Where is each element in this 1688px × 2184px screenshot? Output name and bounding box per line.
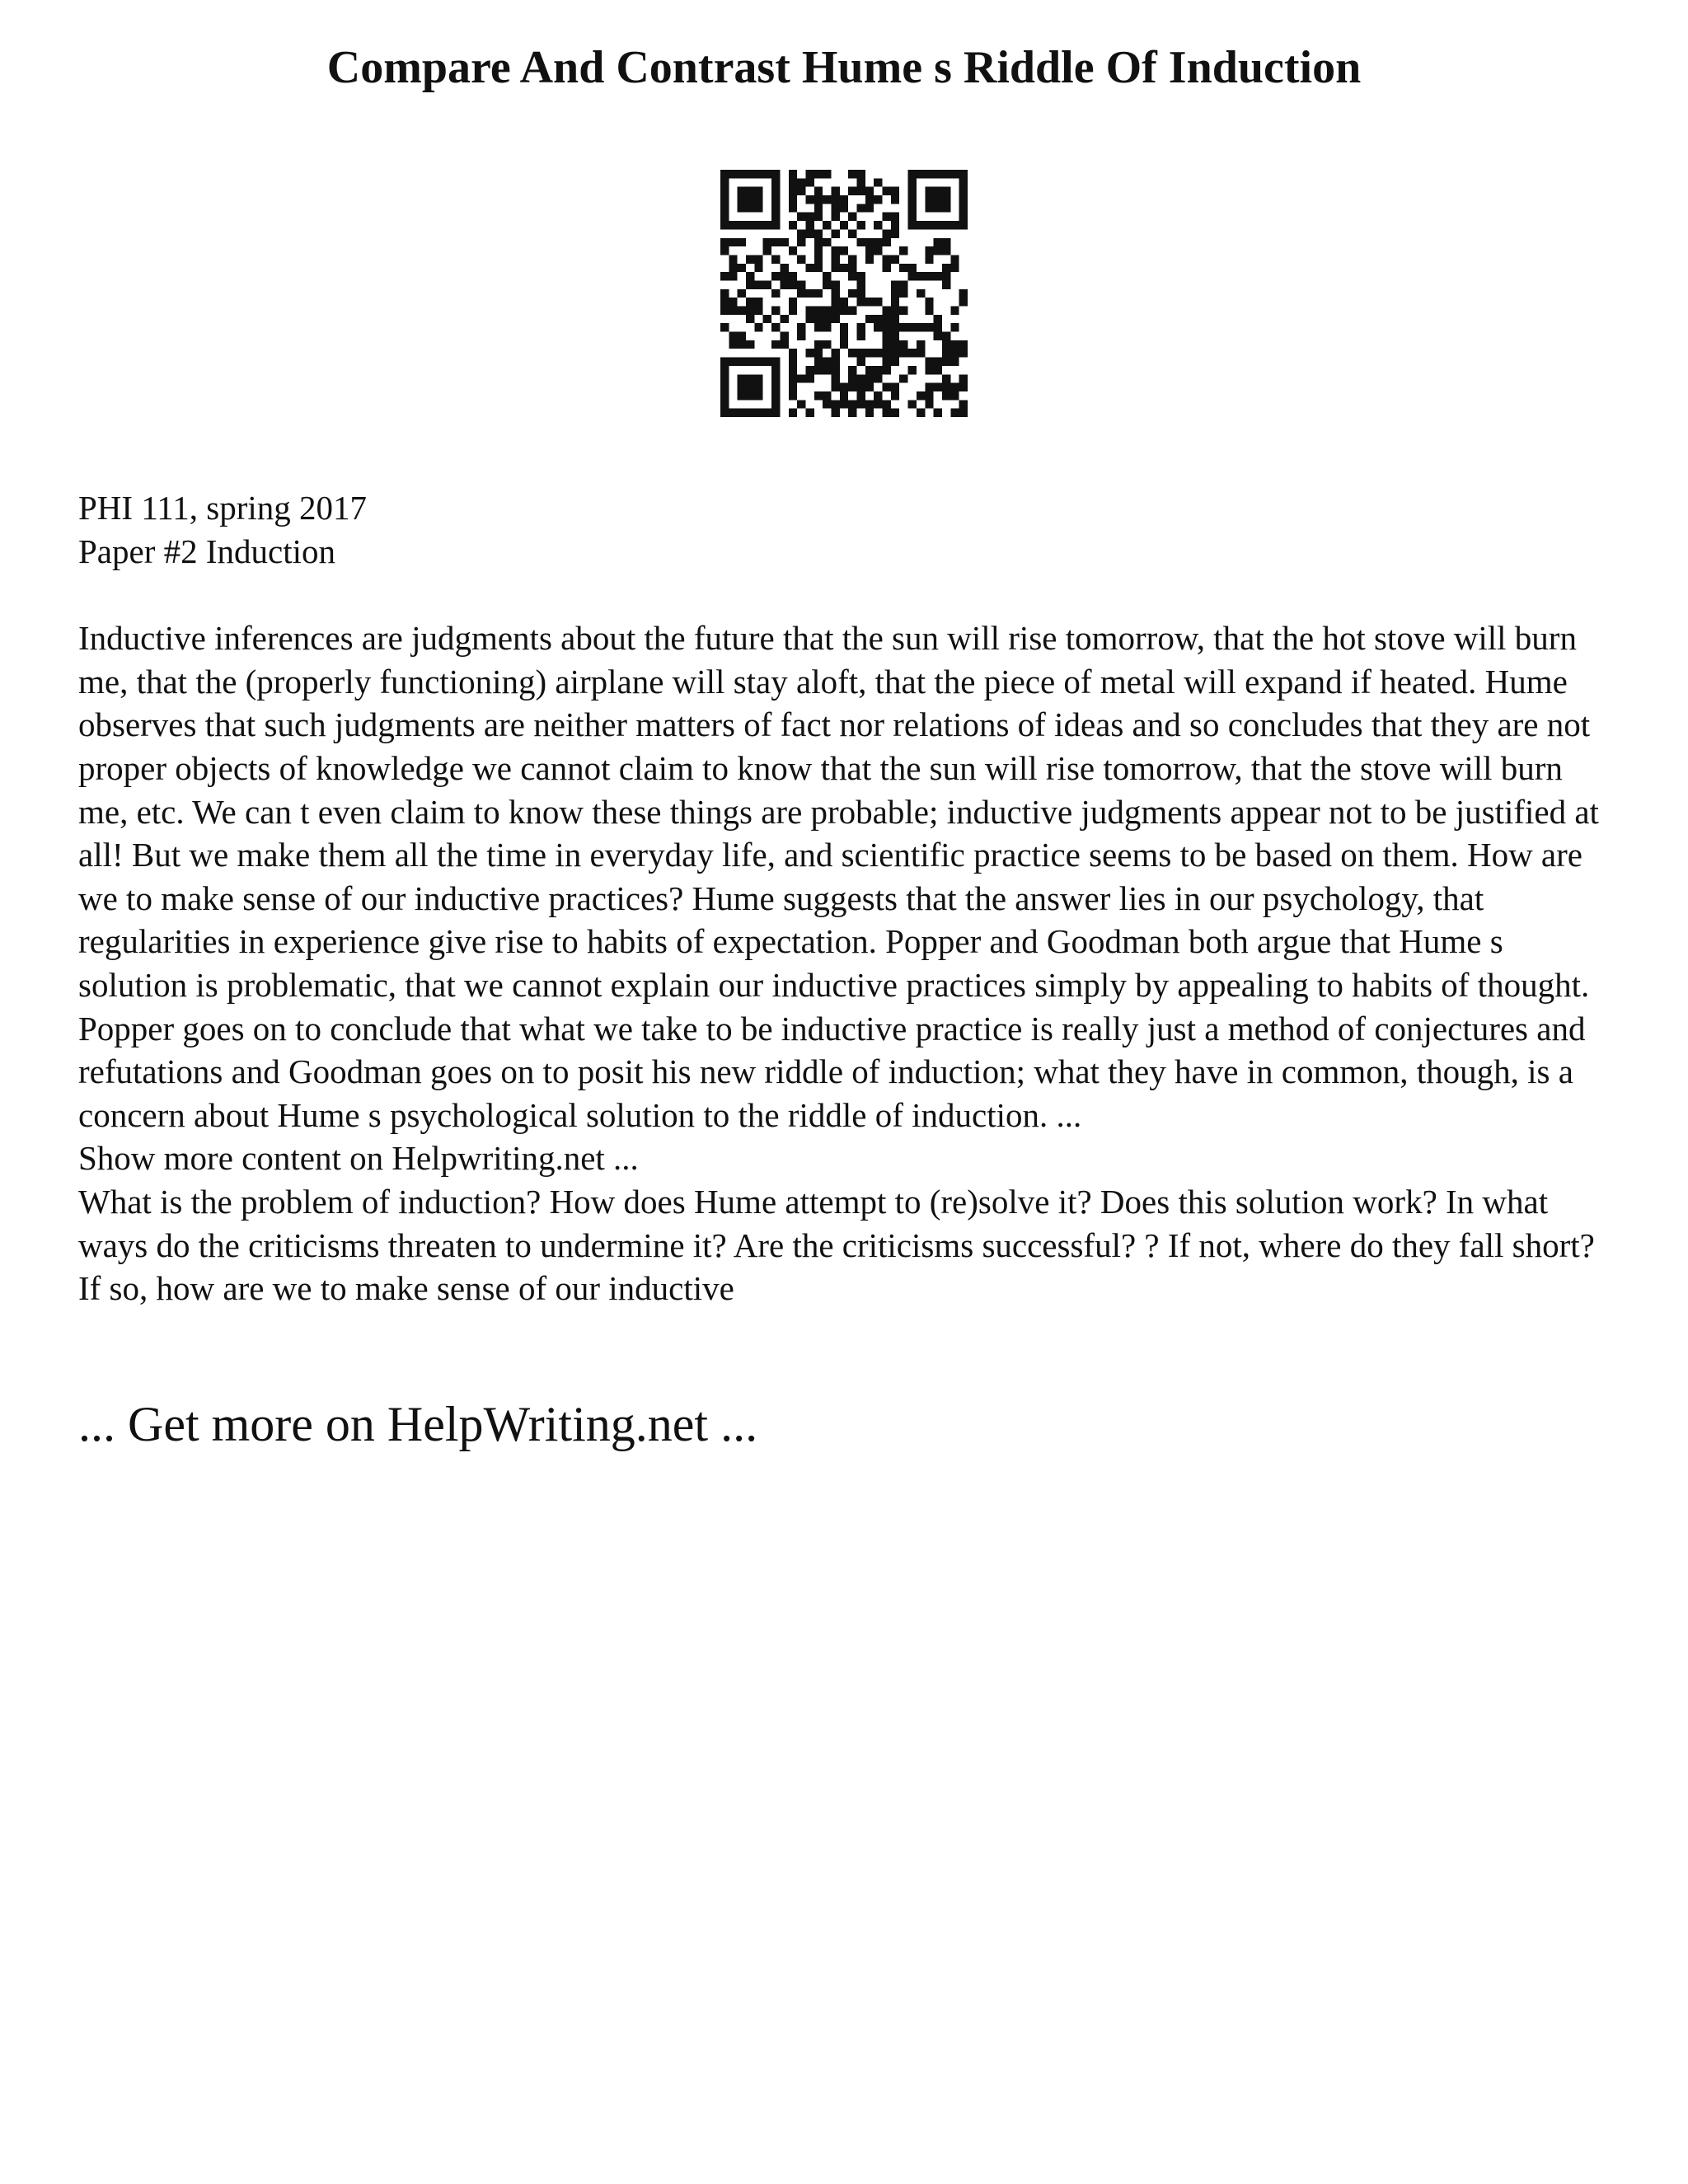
body-paragraph: Inductive inferences are judgments about the future that the sun will rise tomorrow, that the hot stove will burn me, that the (properly functioning) airplane will stay aloft, that the piece of metal will expand if heated. Hume observes that such judgments are neither matters of fact nor relations of ideas and so concludes that they are not proper objects of knowledge we cannot claim to know that the sun will rise tomorrow, that the stove will burn me, etc. We can t even claim to know these things are probable; inductive judgments appear not to be justified at all! But we make them all the time in everyday life, and scientific practice seems to be based on them. How are we to make sense of our inductive practices? Hume suggests that the answer lies in our psychology, that regularities in experience give rise to habits of expectation. Popper and Goodman both argue that Hume s solution is problematic, that we cannot explain our inductive practices simply by appealing to habits of thought. Popper goes on to conclude that what we take to be inductive practice is really just a method of conjectures and refutations and Goodman goes on to posit his new riddle of induction; what they have in common, though, is a concern about Hume s psychological solution to the riddle of induction. ... [78, 619, 1599, 1134]
document-meta [78, 486, 1611, 573]
show-more-link[interactable]: Show more content on Helpwriting.net ... [78, 1139, 639, 1178]
paper-line: Paper #2 Induction [78, 532, 335, 570]
body-paragraph-questions: What is the problem of induction? How does Hume attempt to (re)solve it? Does this solution work? In what ways do the criticisms threaten to undermine it? Are the criticisms successful? ? If not, where do they fall short? If so, how are we to make sense of our inductive [78, 1182, 1595, 1308]
course-line: PHI 111, spring 2017 [78, 489, 368, 527]
get-more-link[interactable]: ... Get more on HelpWriting.net ... [78, 1397, 758, 1451]
document-body [78, 486, 1611, 1310]
qr-code-icon [720, 170, 968, 417]
page-title: Compare And Contrast Hume s Riddle Of Induction [326, 42, 1362, 93]
